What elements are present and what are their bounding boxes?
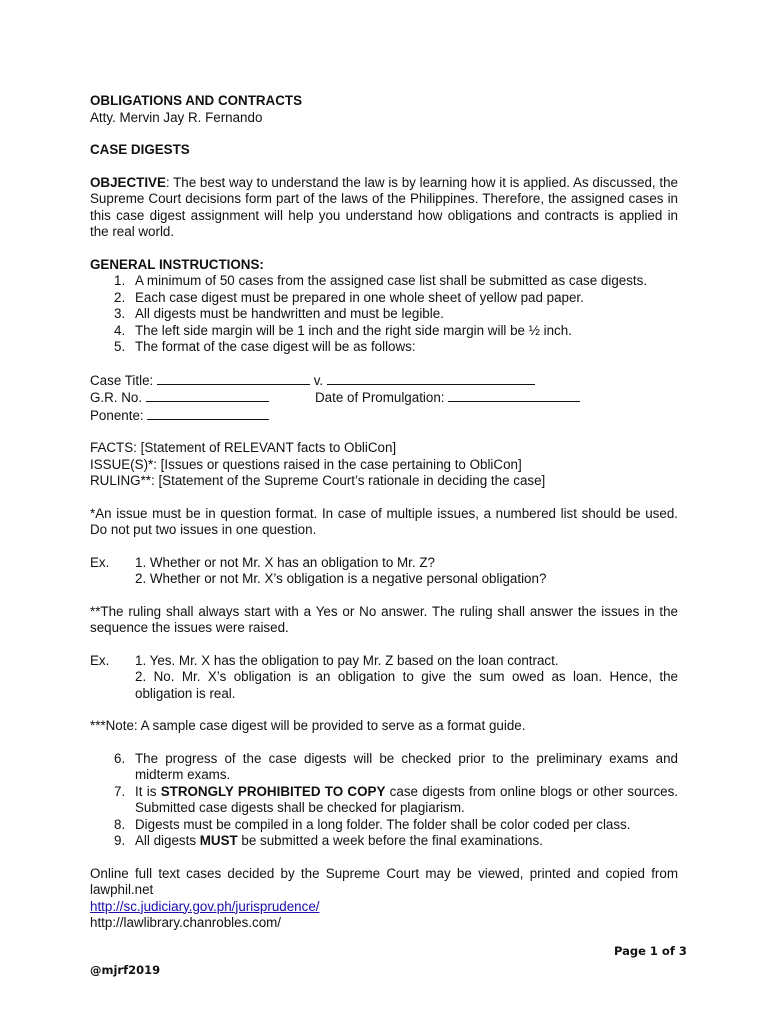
blank-line — [448, 389, 580, 402]
format-ponente-line: Ponente: — [90, 407, 678, 425]
sample-note: ***Note: A sample case digest will be provided to serve as a format guide. — [90, 718, 526, 733]
list-item: 9. All digests MUST be submitted a week before the final examinations. — [114, 833, 543, 848]
list-item: 1. A minimum of 50 cases from the assigned case list shall be submitted as case digests. — [114, 273, 648, 288]
instructions-list — [90, 273, 678, 356]
instructions-heading: GENERAL INSTRUCTIONS: — [90, 256, 264, 272]
issue-example: Ex. 1. Whether or not Mr. X has an obligation to Mr. Z? 2. Whether or not Mr. X’s obligation is a negative personal obligation? — [90, 554, 547, 586]
online-paragraph: Online full text cases decided by the Supreme Court may be viewed, printed and copied from lawphil.net — [90, 865, 678, 897]
blank-line — [146, 389, 269, 402]
page-number: Page 1 of 3 — [614, 944, 687, 958]
ruling-line: RULING**: [Statement of the Supreme Court’s rationale in deciding the case] — [90, 473, 546, 488]
doc-title: CASE DIGESTS — [90, 142, 190, 157]
chanrobles-url: http://lawlibrary.chanrobles.com/ — [90, 915, 282, 930]
list-item: 2. Each case digest must be prepared in one whole sheet of yellow pad paper. — [114, 289, 584, 305]
list-item: 8. Digests must be compiled in a long folder. The folder shall be color coded per class. — [114, 816, 631, 832]
issue-note: *An issue must be in question format. In case of multiple issues, a numbered list should be used. Do not put two issues in one question. — [90, 505, 678, 537]
judiciary-link[interactable]: http://sc.judiciary.gov.ph/jurisprudence/ — [90, 898, 320, 914]
instructor-name: Atty. Mervin Jay R. Fernando — [90, 109, 263, 125]
objective-paragraph — [90, 175, 678, 241]
ruling-example: Ex. 1. Yes. Mr. X has the obligation to pay Mr. Z based on the loan contract. 2. No. Mr. X’s obligation is an obligation to give the sum owed as loan. Hence, the obligation is real. — [90, 652, 678, 701]
list-item: 3. All digests must be handwritten and must be legible. — [114, 306, 444, 321]
footer-handle: @mjrf2019 — [90, 963, 161, 977]
list-item: 5. The format of the case digest will be as follows: — [114, 339, 416, 354]
list-item: 7. It is STRONGLY PROHIBITED TO COPY case digests from online blogs or other sources. Submitted case digests shall be checked for plagiarism. — [114, 783, 679, 815]
ruling-note: **The ruling shall always start with a Yes or No answer. The ruling shall answer the issues in the sequence the issues were raised. — [90, 603, 678, 635]
facts-line: FACTS: [Statement of RELEVANT facts to ObliCon] — [90, 440, 397, 455]
format-gr-line: G.R. No. Date of Promulgation: — [90, 389, 678, 407]
blank-line — [147, 407, 269, 420]
issues-line: ISSUE(S)*: [Issues or questions raised in the case pertaining to ObliCon] — [90, 456, 522, 472]
objective-label: OBJECTIVE — [90, 174, 166, 190]
list-item: 6. The progress of the case digests will be checked prior to the preliminary exams and midterm exams. — [114, 750, 678, 782]
document-page — [90, 93, 678, 932]
format-case-title-line: Case Title: v. — [90, 372, 678, 390]
course-title: OBLIGATIONS AND CONTRACTS — [90, 93, 303, 108]
instructions-list-continued — [90, 751, 678, 850]
blank-line — [327, 372, 535, 385]
list-item: 4. The left side margin will be 1 inch and the right side margin will be ½ inch. — [114, 322, 572, 338]
objective-text: : The best way to understand the law is by learning how it is applied. As discussed, the Supreme Court decisions form part of the laws of the Philippines. Therefore, the assigned cases in this case digest assignment will help you understand how obligations and contracts is applied in the real world. — [90, 174, 678, 239]
blank-line — [157, 372, 310, 385]
